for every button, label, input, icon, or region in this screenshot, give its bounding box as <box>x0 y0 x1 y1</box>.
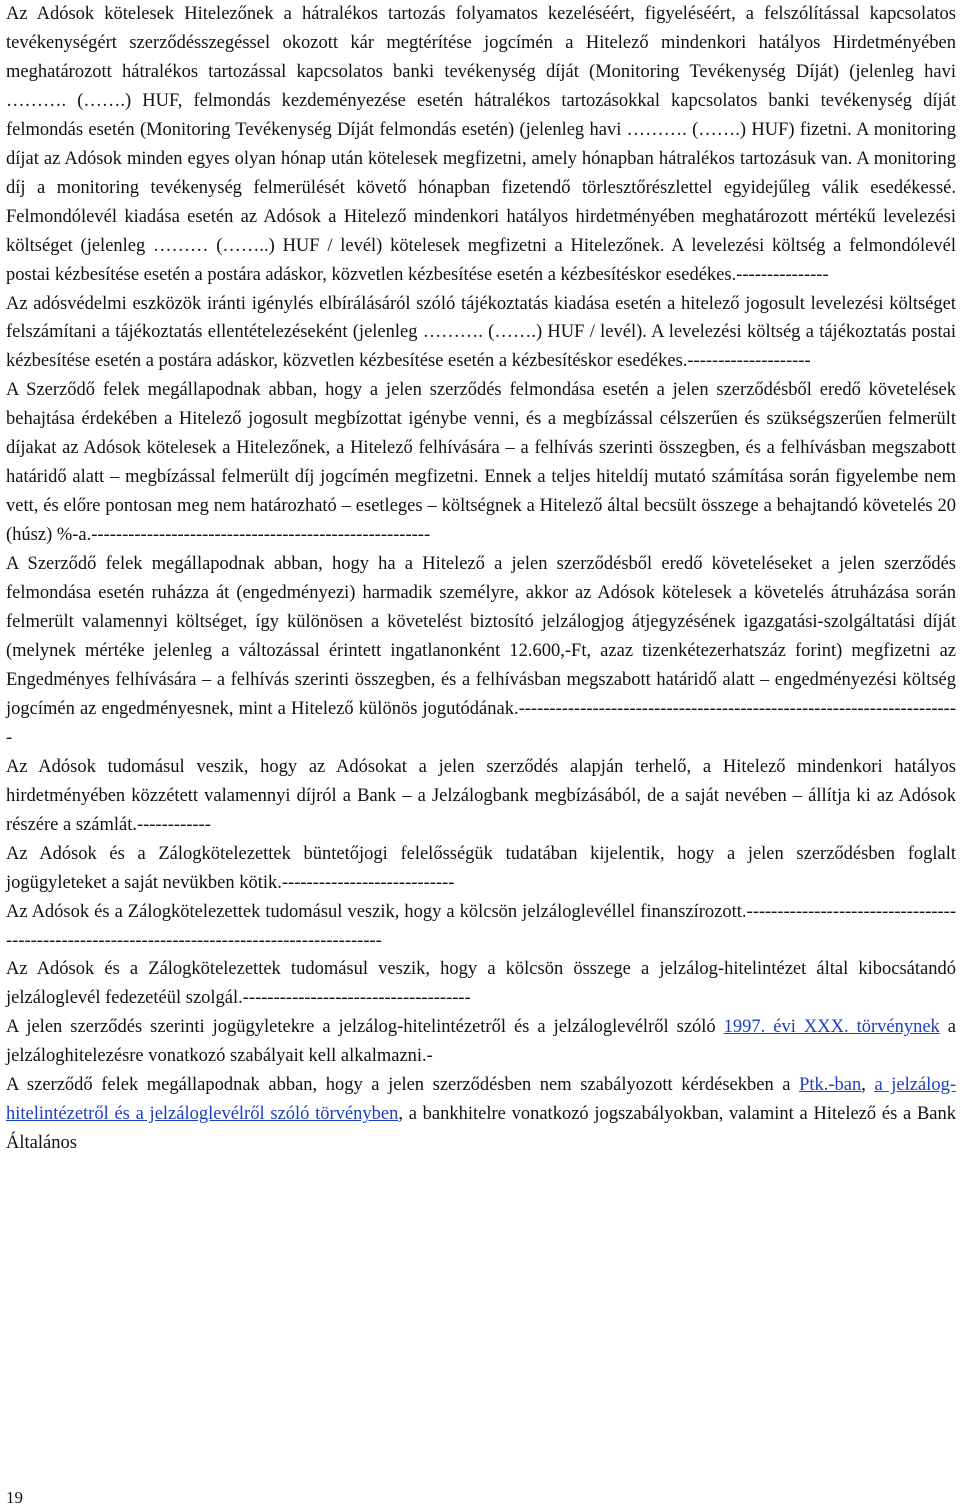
ptk-link[interactable]: Ptk.-ban <box>799 1075 862 1096</box>
page-number: 19 <box>6 1488 23 1507</box>
mortgage-law-link[interactable]: a jelzálog-hitelintézetről és a jelzáloglevélről szóló törvényben <box>6 1075 956 1125</box>
paragraph-criminal-liability: Az Adósok és a Zálogkötelezettek büntetőjogi felelősségük tudatában kijelentik, hogy a jelen szerződésben foglalt jogügyleteket a saját nevükben kötik.---------------------------- <box>6 843 956 893</box>
paragraph-assignment-costs: A Szerződő felek megállapodnak abban, hogy ha a Hitelező a jelen szerződésből eredő követeléseket a jelen szerződés felmondása esetén ruházza át (engedményezi) harmadik személyre, akkor az Adósok kötelesek a követelés átruházása során felmerült valamennyi költséget, így különösen a követelést biztosító jelzálogjog átjegyzésének igazgatási-szolgáltatási díját (melynek mértéke jelenleg a változással érintett ingatlanonként 12.600,-Ft, azaz tizenkétezerhatszáz forint) megfizetni az Engedményes felhívására – a felhívás szerinti összegben, és a felhívásban megszabott határidő alatt – engedményezési költség jogcímén az engedményesnek, mint a Hitelező különös jogutódának.------------------------------------------------------------------------ <box>6 554 956 748</box>
unregulated-matters-text: A szerződő felek megállapodnak abban, hogy a jelen szerződésben nem szabályozott kérdésekben a <box>6 1075 800 1096</box>
paragraph-mortgage-bond-financing: Az Adósok és a Zálogkötelezettek tudomásul veszik, hogy a kölcsön jelzáloglevéllel finanszírozott.----------------------------------------------------------------------------------------------- <box>6 901 956 951</box>
applicable-law-text: A jelen szerződés szerinti jogügyletekre a jelzálog-hitelintézetről és a jelzáloglevélről szóló <box>6 1017 724 1038</box>
paragraph-collection-agent: A Szerződő felek megállapodnak abban, hogy a jelen szerződés felmondása esetén a jelen szerződésből eredő követelések behajtása érdekében a Hitelező jogosult megbízottat igénybe venni, és a megbízással célszerűen és szükségszerűen felmerült díjakat az Adósok kötelesek a Hitelezőnek, a Hitelező felhívására – a felhívás szerinti összegben, és a felhívásban megszabott határidő alatt – megbízással felmerült díj jogcímén megfizetni. Ennek a teljes hiteldíj mutató számítása során figyelembe nem vett, és előre pontosan meg nem határozható – esetleges – költségnek a Hitelező által becsült összege a behajtandó követelés 20 (húsz) %-a.------------------------------------------------------- <box>6 380 956 546</box>
paragraph-mortgage-bond-cover: Az Adósok és a Zálogkötelezettek tudomásul veszik, hogy a kölcsön összege a jelzálog-hitelintézet által kibocsátandó jelzáloglevél fedezetéül szolgál.------------------------------------- <box>6 959 956 1009</box>
unregulated-matters-text-end: , a bankhitelre vonatkozó jogszabályokban, valamint a Hitelező és a Bank Általános <box>6 1104 956 1154</box>
separator-text: , <box>861 1075 875 1096</box>
paragraph-debtor-protection: Az adósvédelmi eszközök iránti igénylés elbírálásáról szóló tájékoztatás kiadása esetén a hitelező jogosult levelezési költséget felszámítani a tájékoztatás ellentételezéseként (jelenleg ………. (…….) HUF / levél). A levelezési költség a tájékoztatás postai kézbesítése esetén a postára adáskor, közvetlen kézbesítése esetén a kézbesítéskor esedékes.-------------------- <box>6 293 956 372</box>
applicable-law-text-end: a jelzáloghitelezésre vonatkozó szabályait kell alkalmazni.- <box>6 1017 957 1067</box>
paragraph-unregulated-matters <box>6 1071 956 1158</box>
paragraph-applicable-law <box>6 1013 956 1071</box>
paragraph-invoicing: Az Adósok tudomásul veszik, hogy az Adósokat a jelen szerződés alapján terhelő, a Hitelező mindenkori hatályos hirdetményében közzétett valamennyi díjról a Bank – a Jelzálogbank megbízásából, de a saját nevében – állítja ki az Adósok részére a számlát.------------ <box>6 756 956 835</box>
act-1997-xxx-link[interactable]: 1997. évi XXX. törvénynek <box>723 1017 940 1038</box>
paragraph-monitoring-fee: Az Adósok kötelesek Hitelezőnek a hátralékos tartozás folyamatos kezeléséért, figyeléséért, a felszólítással kapcsolatos tevékenységért szerződésszegéssel okozott kár megtérítése jogcímén a Hitelező mindenkori hatályos Hirdetményében meghatározott hátralékos tartozással kapcsolatos banki tevékenység díját (Monitoring Tevékenység Díját) (jelenleg havi ………. (…….) HUF, felmondás kezdeményezése esetén hátralékos tartozásokkal kapcsolatos banki tevékenység díját felmondás esetén (Monitoring Tevékenység Díját felmondás esetén) (jelenleg havi ………. (…….) HUF) fizetni. A monitoring díjat az Adósok minden egyes olyan hónap után kötelesek megfizetni, amely hónapban hátralékos tartozásuk van. A monitoring díj a monitoring tevékenység felmerülését követő hónapban fizetendő törlesztőrészlettel egyidejűleg válik esedékessé. Felmondólevél kiadása esetén az Adósok a Hitelező mindenkori hatályos hirdetményében meghatározott mértékű levelezési költséget (jelenleg ……… (……..) HUF / levél) kötelesek megfizetni a Hitelezőnek. A levelezési költség a felmondólevél postai kézbesítése esetén a postára adáskor, közvetlen kézbesítése esetén a kézbesítéskor esedékes.--------------- <box>6 4 956 285</box>
document-body <box>6 0 956 1158</box>
